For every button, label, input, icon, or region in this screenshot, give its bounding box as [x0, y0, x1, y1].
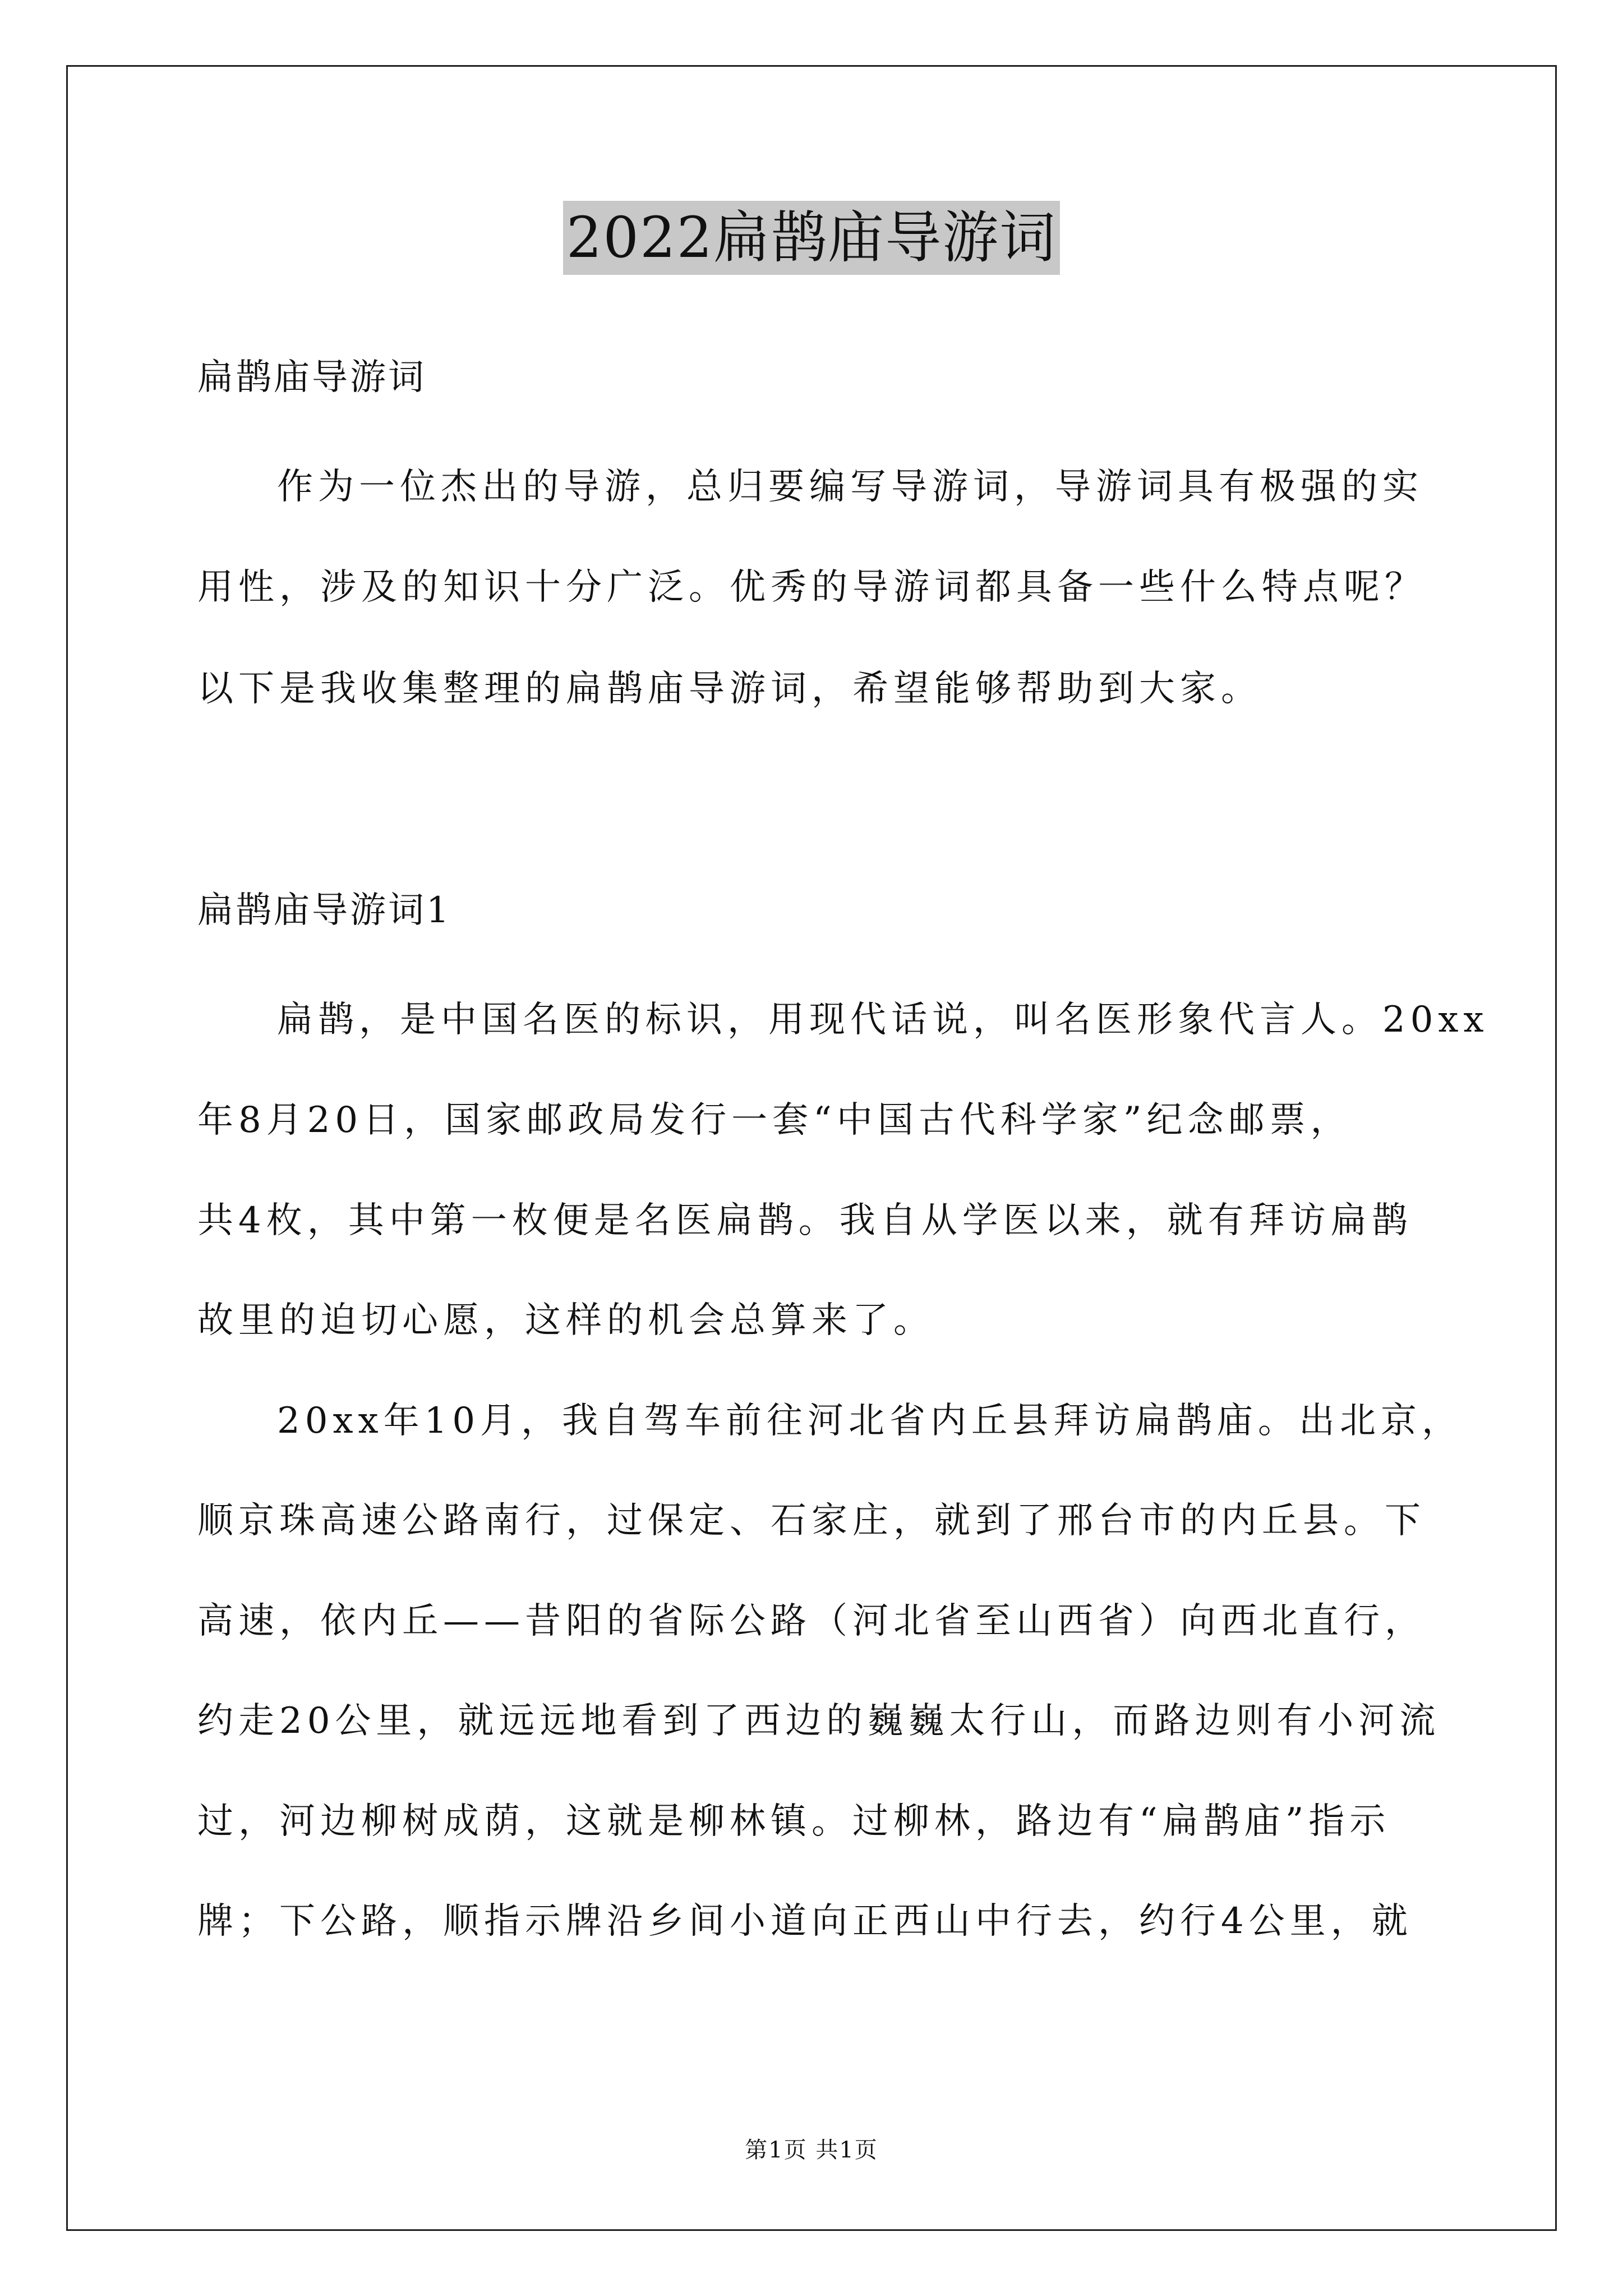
paragraph-line: 牌；下公路，顺指示牌沿乡间小道向正西山中行去，约行4公里，就 [197, 1901, 1413, 1942]
paragraph-line: 顺京珠高速公路南行，过保定、石家庄，就到了邢台市的内丘县。下 [197, 1500, 1426, 1542]
paragraph-line: 约走20公里，就远远地看到了西边的巍巍太行山，而路边则有小河流 [197, 1700, 1441, 1742]
section-heading: 扁鹊庙导游词1 [197, 890, 451, 931]
page-footer: 第1页 共1页 [745, 2137, 878, 2163]
paragraph-line: 扁鹊，是中国名医的标识，用现代话说，叫名医形象代言人。20xx [277, 999, 1489, 1041]
paragraph-line: 过，河边柳树成荫，这就是柳林镇。过柳林，路边有“扁鹊庙”指示 [197, 1801, 1391, 1842]
paragraph-line: 共4枚，其中第一枚便是名医扁鹊。我自从学医以来，就有拜访扁鹊 [197, 1200, 1413, 1241]
document-title: 2022扁鹊庙导游词 [563, 201, 1061, 275]
paragraph-line: 年8月20日，国家邮政局发行一套“中国古代科学家”纪念邮票， [197, 1099, 1352, 1141]
subtitle: 扁鹊庙导游词 [197, 357, 426, 398]
intro-line: 以下是我收集整理的扁鹊庙导游词，希望能够帮助到大家。 [197, 668, 1262, 710]
intro-line: 作为一位杰出的导游，总归要编写导游词，导游词具有极强的实 [277, 466, 1423, 508]
paragraph-line: 高速，依内丘——昔阳的省际公路（河北省至山西省）向西北直行， [197, 1600, 1426, 1642]
title-container [0, 201, 1623, 275]
intro-line: 用性，涉及的知识十分广泛。优秀的导游词都具备一些什么特点呢？ [197, 567, 1426, 608]
paragraph-line: 故里的迫切心愿，这样的机会总算来了。 [197, 1300, 934, 1341]
paragraph-line: 20xx年10月，我自驾车前往河北省内丘县拜访扁鹊庙。出北京， [277, 1400, 1463, 1442]
